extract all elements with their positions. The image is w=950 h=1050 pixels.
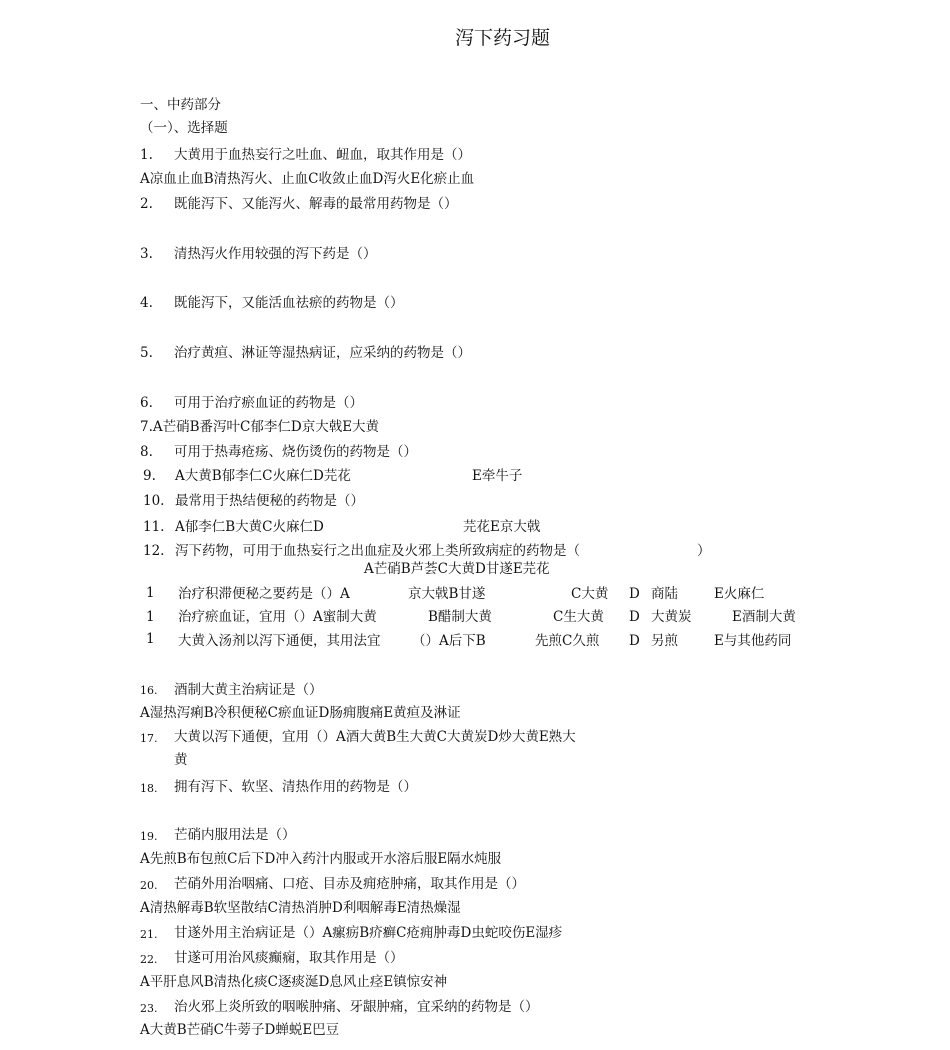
- question-options: A先煎B布包煎C后下D冲入药汁内服或开水溶后服E隔水炖服: [140, 851, 502, 867]
- question-option: D: [629, 609, 640, 625]
- question-option: 先煎C久煎: [535, 633, 600, 649]
- question-text: 清热泻火作用较强的泻下药是（）: [174, 246, 377, 262]
- question-text: 可用于治疗瘀血证的药物是（）: [174, 395, 363, 411]
- question-option: （）A后下B: [412, 633, 486, 649]
- question-option: C大黄: [571, 586, 609, 602]
- question-text: 拥有泻下、软坚、清热作用的药物是（）: [174, 779, 417, 795]
- question-number: 21.: [140, 928, 158, 941]
- question-text: 既能泻下、又能泻火、解毒的最常用药物是（）: [174, 196, 458, 212]
- question-number: 22.: [140, 953, 158, 966]
- question-number: 11.: [143, 519, 165, 535]
- question-number: 23.: [140, 1002, 158, 1015]
- question-option: 另煎: [651, 633, 678, 649]
- question-option: 京大戟B甘遂: [408, 586, 486, 602]
- question-option: B醋制大黄: [428, 609, 492, 625]
- question-number: 17.: [140, 732, 158, 745]
- question-text: 最常用于热结便秘的药物是（）: [175, 493, 364, 509]
- question-option: E酒制大黄: [732, 609, 796, 625]
- question-text: 治疗瘀血证，宜用（）A蜜制大黄: [178, 609, 377, 625]
- question-number: 6.: [140, 395, 153, 411]
- question-option: D: [629, 633, 640, 649]
- subsection-heading: （一）、选择题: [140, 120, 228, 136]
- question-text: 酒制大黄主治病证是（）: [174, 682, 323, 698]
- question-number: 4.: [140, 295, 153, 311]
- question-text: 大黄入汤剂以泻下通便，其用法宜: [178, 633, 381, 649]
- question-options: A大黄B郁李仁C火麻仁D芫花: [175, 468, 351, 484]
- question-options: A芒硝B芦荟C大黄D甘遂E芫花: [364, 561, 550, 577]
- question-options: A凉血止血B清热泻火、止血C收敛止血D泻火E化瘀止血: [140, 171, 475, 187]
- question-text: 治火邪上炎所致的咽喉肿痛、牙龈肿痛，宜采纳的药物是（）: [174, 999, 539, 1015]
- question-text: 泻下药物，可用于血热妄行之出血症及火邪上类所致病症的药物是（: [175, 543, 580, 559]
- question-number: 8.: [140, 444, 153, 460]
- question-number: 10.: [143, 493, 165, 509]
- question-number: 3.: [140, 246, 153, 262]
- question-text: 大黄以泻下通便，宜用（）A酒大黄B生大黄C大黄炭D炒大黄E熟大: [174, 729, 576, 745]
- question-options: A清热解毒B软坚散结C清热消肿D利咽解毒E清热燥湿: [140, 900, 461, 916]
- section-heading: 一、中药部分: [140, 97, 221, 113]
- question-text: 甘遂可用治风痰癫痫，取其作用是（）: [174, 950, 404, 966]
- question-text: 大黄用于血热妄行之吐血、衄血，取其作用是（）: [174, 147, 471, 163]
- question-option: 芫花E京大戟: [463, 519, 541, 535]
- question-text-continued: 黄: [174, 752, 188, 768]
- question-number: 18.: [140, 782, 158, 795]
- question-options: A湿热泻痢B冷积便秘C瘀血证D肠痈腹痛E黄疸及淋证: [140, 705, 461, 721]
- question-text: 既能泻下，又能活血祛瘀的药物是（）: [174, 295, 404, 311]
- question-number: 2.: [140, 196, 153, 212]
- question-option: D: [629, 586, 640, 602]
- question-text: 可用于热毒疮疡、烧伤烫伤的药物是（）: [174, 444, 417, 460]
- question-option: 大黄炭: [651, 609, 692, 625]
- question-number: 12.: [143, 543, 165, 559]
- question-number: 20.: [140, 879, 158, 892]
- question-text: 甘遂外用主治病证是（）A瘰疬B疥癣C疮痈肿毒D虫蛇咬伤E湿疹: [174, 925, 563, 941]
- question-option: E牵牛子: [472, 468, 523, 484]
- question-text: 芒硝外用治咽痛、口疮、目赤及痈疮肿痛，取其作用是（）: [174, 876, 525, 892]
- question-number: 16.: [140, 684, 158, 697]
- question-paren: ）: [697, 543, 711, 559]
- question-option: C生大黄: [553, 609, 604, 625]
- question-option: E火麻仁: [714, 586, 765, 602]
- question-text: 芒硝内服用法是（）: [174, 827, 296, 843]
- question-number: 1: [146, 609, 155, 625]
- question-number: 19.: [140, 830, 158, 843]
- question-number: 1: [146, 631, 155, 647]
- question-option: 商陆: [651, 586, 678, 602]
- question-options: 7.A芒硝B番泻叶C郁李仁D京大戟E大黄: [140, 419, 380, 435]
- question-options: A大黄B芒硝C牛蒡子D蝉蜕E巴豆: [140, 1022, 340, 1038]
- question-number: 1.: [140, 147, 153, 163]
- question-text: 治疗黄疸、淋证等湿热病证，应采纳的药物是（）: [174, 345, 471, 361]
- question-option: E与其他药同: [714, 633, 792, 649]
- page-title: 泻下药习题: [454, 27, 550, 49]
- question-number: 5.: [140, 345, 153, 361]
- question-text: 治疗积滞便秘之要药是（）A: [178, 586, 350, 602]
- question-number: 1: [146, 585, 155, 601]
- question-options: A平肝息风B清热化痰C逐痰涎D息风止痉E镇惊安神: [140, 974, 448, 990]
- question-options: A郁李仁B大黄C火麻仁D: [175, 519, 324, 535]
- question-number: 9.: [143, 468, 156, 484]
